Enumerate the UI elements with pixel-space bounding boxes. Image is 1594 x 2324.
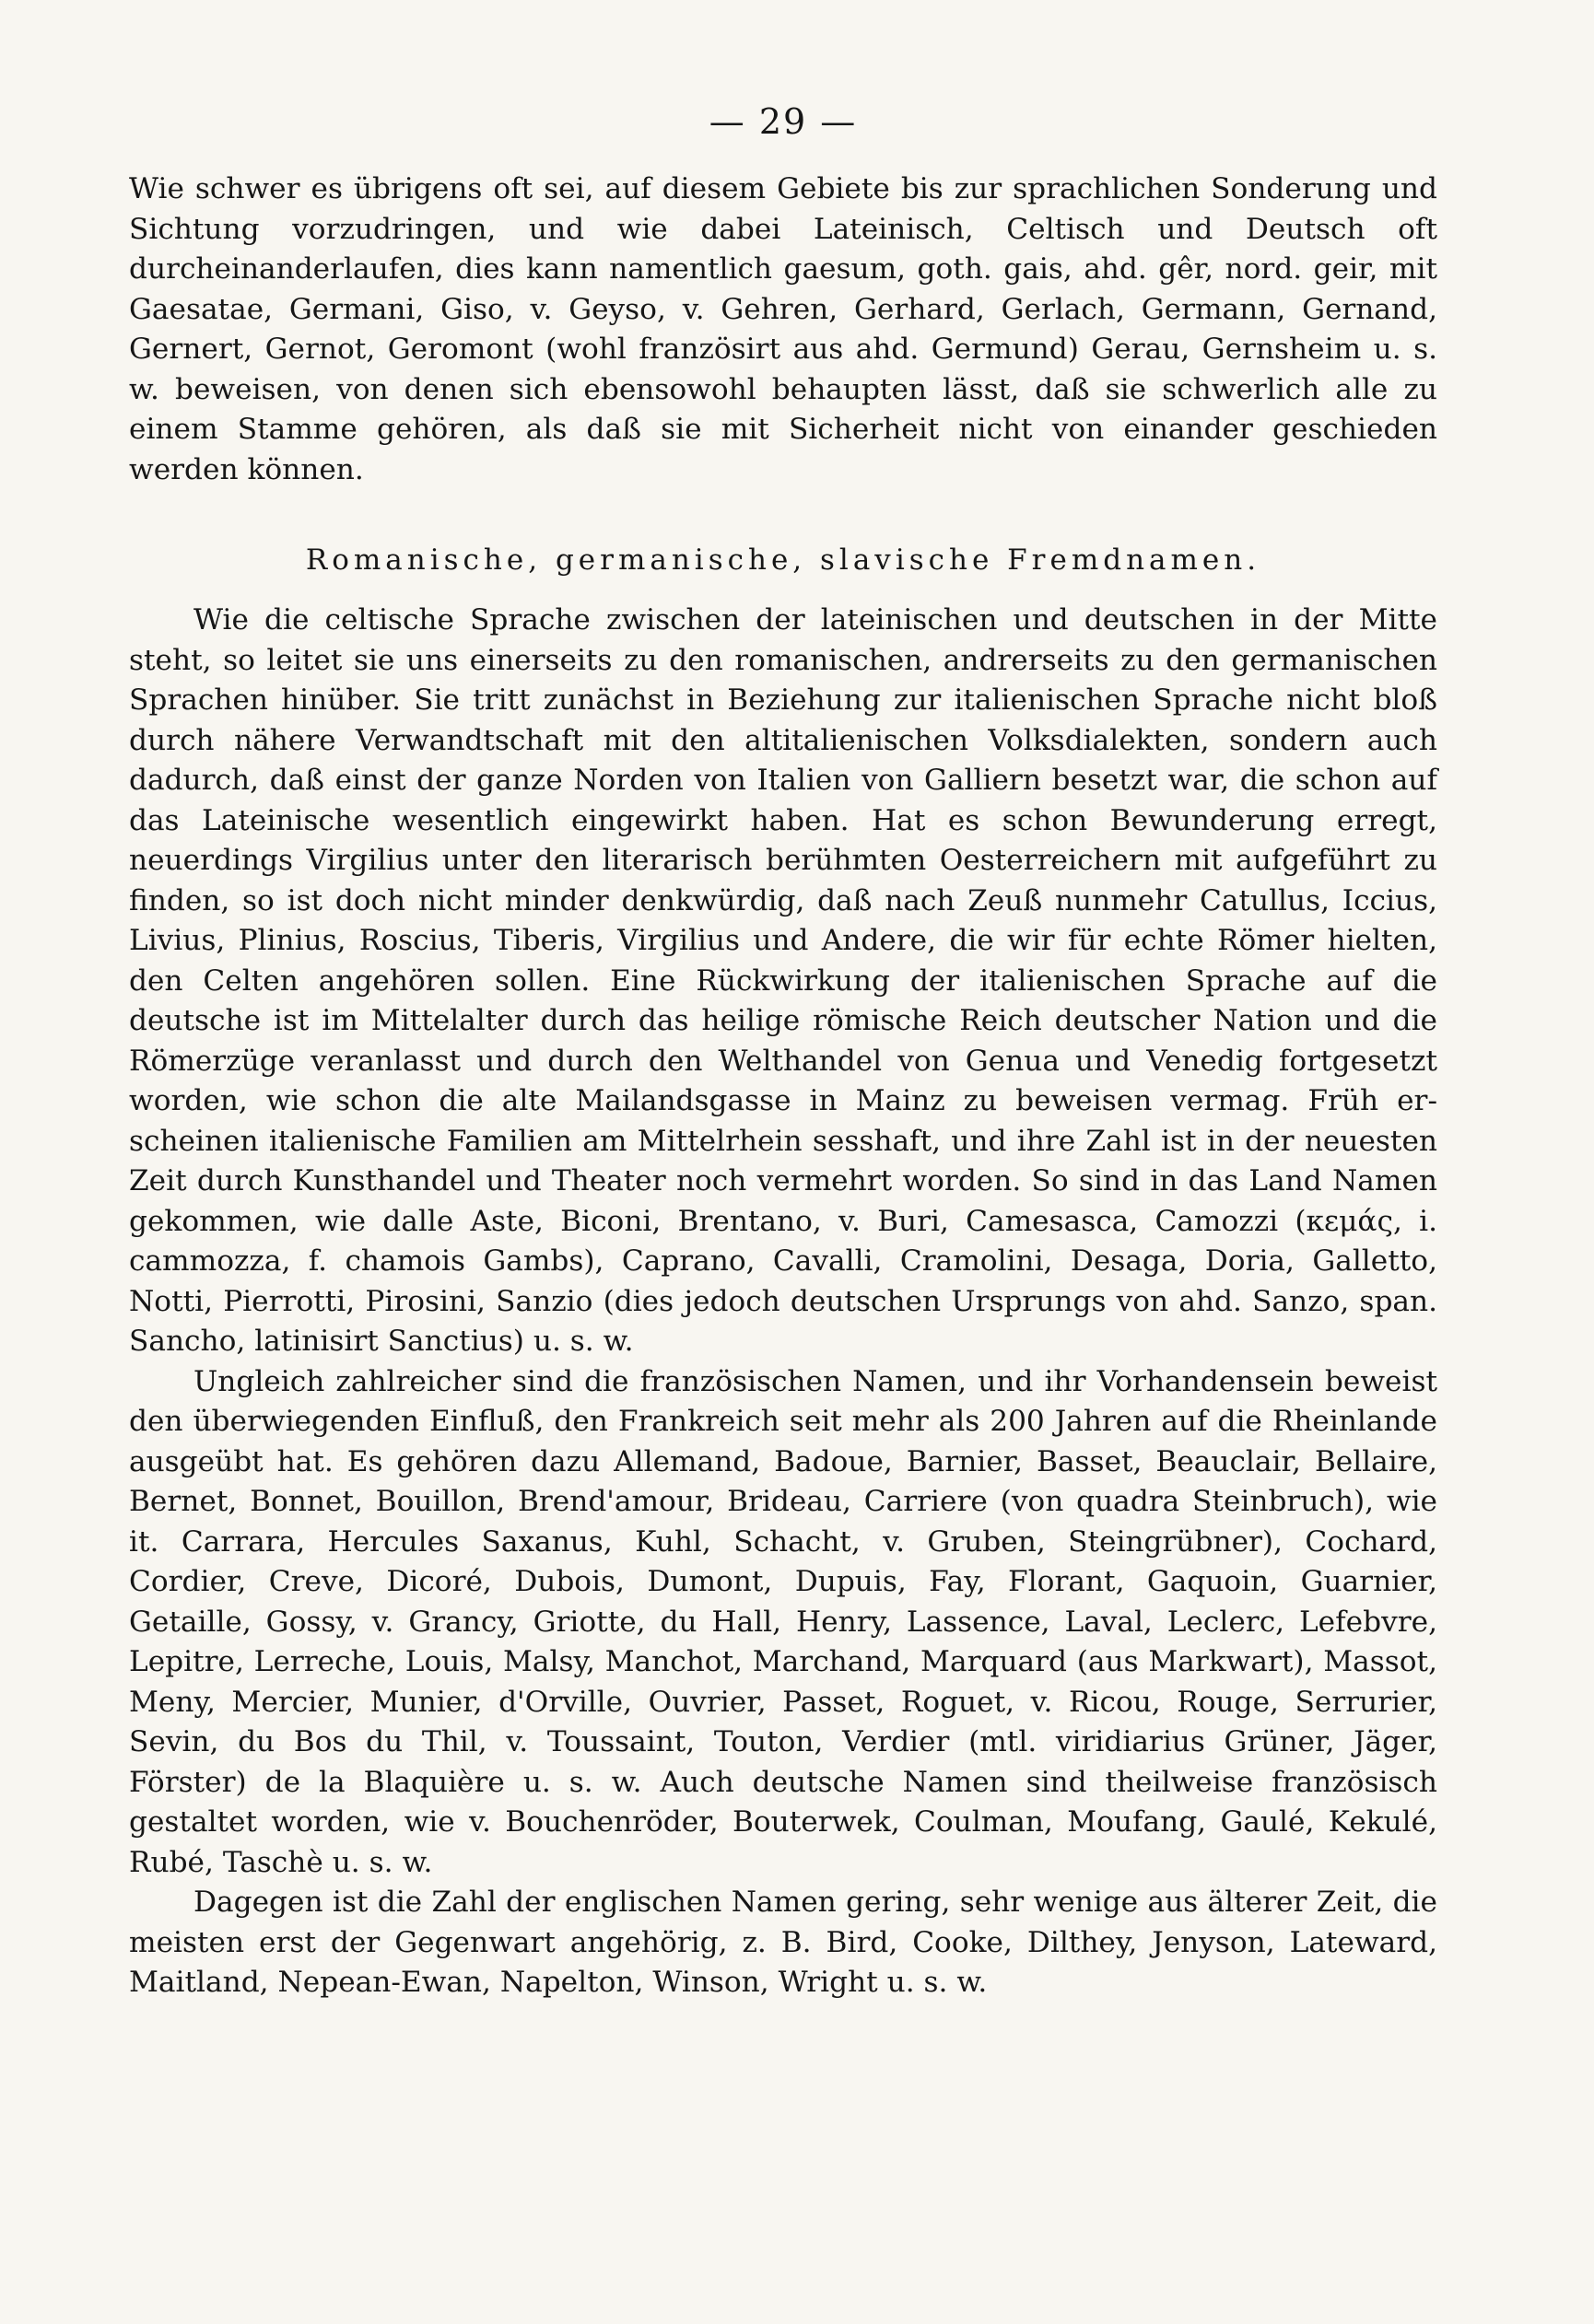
paragraph-intro: Wie schwer es übrigens oft sei, auf diesem Gebiete bis zur sprachlichen Sonderung und Sichtung vorzudringen, und wie dabei Lateinisch, Celtisch und Deutsch oft durcheinanderlaufen, dies kann namentlich gaesum, goth. gais, ahd. gêr, nord. geir, mit Gaesatae, Germani, Giso, v. Geyso, v. Gehren, Gerhard, Gerlach, Germann, Gernand, Gernert, Gernot, Geromont (wohl französirt aus ahd. Germund) Gerau, Gernsheim u. s. w. beweisen, von denen sich ebensowohl behaupten lässt, daß sie schwerlich alle zu einem Stamme gehören, als daß sie mit Sicherheit nicht von einander geschieden werden können. <box>129 172 1437 486</box>
section-heading: Romanische, germanische, slavische Fremdnamen. <box>305 543 1261 577</box>
page-number: — 29 — <box>709 101 858 142</box>
paragraph-celtic: Wie die celtische Sprache zwischen der lateinischen und deutschen in der Mitte steht, so leitet sie uns einerseits zu den romanischen, andrerseits zu den germanischen Sprachen hinüber. Sie tritt zunächst in Beziehung zur italienischen Sprache nicht bloß durch nähere Verwandtschaft mit den altitalienischen Volksdialekten, sondern auch dadurch, daß einst der ganze Norden von Italien von Galliern besetzt war, die schon auf das Lateinische wesentlich eingewirkt haben. Hat es schon Bewunderung erregt, neuerdings Virgilius unter den literarisch berühmten Oesterreichern mit aufgeführt zu finden, so ist doch nicht minder denkwürdig, daß nach Zeuß nunmehr Catullus, Iccius, Livius, Plinius, Roscius, Tiberis, Virgilius und Andere, die wir für echte Römer hielten, den Celten angehören sollen. Eine Rückwirkung der italienischen Sprache auf die deutsche ist im Mittelalter durch das heilige römische Reich deutscher Nation und die Römerzüge veranlasst und durch den Welthandel von Genua und Venedig fortgesetzt worden, wie schon die alte Mailandsgasse in Mainz zu beweisen vermag. Früh erscheinen italienische Familien am Mittelrhein sesshaft, und ihre Zahl ist in der neuesten Zeit durch Kunsthandel und Theater noch vermehrt worden. So sind in das Land Namen gekommen, wie dalle Aste, Biconi, Brentano, v. Buri, Camesasca, Camozzi (κεμάς, i. cammozza, f. chamois Gambs), Caprano, Cavalli, Cramolini, Desaga, Doria, Galletto, Notti, Pierrotti, Pirosini, Sanzio (dies jedoch deutschen Ursprungs von ahd. Sanzo, span. Sancho, latinisirt Sanctius) u. s. w. <box>129 603 1438 1358</box>
paragraph-french: Ungleich zahlreicher sind die französischen Namen, und ihr Vorhandensein beweist den überwiegenden Einfluß, den Frankreich seit mehr als 200 Jahren auf die Rheinlande ausgeübt hat. Es gehören dazu Allemand, Badoue, Barnier, Basset, Beauclair, Bellaire, Bernet, Bonnet, Bouillon, Brend'amour, Brideau, Carriere (von quadra Steinbruch), wie it. Carrara, Hercules Saxanus, Kuhl, Schacht, v. Gruben, Steingrübner), Cochard, Cordier, Creve, Dicoré, Dubois, Dumont, Dupuis, Fay, Florant, Gaquoin, Guarnier, Getaille, Gossy, v. Grancy, Griotte, du Hall, Henry, Lassence, Laval, Leclerc, Lefebvre, Lepitre, Lerreche, Louis, Malsy, Manchot, Marchand, Marquard (aus Markwart), Massot, Meny, Mercier, Munier, d'Orville, Ouvrier, Passet, Roguet, v. Ricou, Rouge, Serrurier, Sevin, du Bos du Thil, v. Toussaint, Touton, Verdier (mtl. viridiarius Grüner, Jäger, Förster) de la Blaquière u. s. w. Auch deutsche Namen sind theilweise französisch gestaltet worden, wie v. Bouchenröder, Bouterwek, Coulman, Moufang, Gaulé, Kekulé, Rubé, Taschè u. s. w. <box>129 1364 1437 1879</box>
paragraph-english: Dagegen ist die Zahl der englischen Namen gering, sehr wenige aus älterer Zeit, die meisten erst der Gegenwart angehörig, z. B. Bird, Cooke, Dilthey, Jenyson, Lateward, Maitland, Nepean-Ewan, Napelton, Winson, Wright u. s. w. <box>129 1886 1437 1999</box>
